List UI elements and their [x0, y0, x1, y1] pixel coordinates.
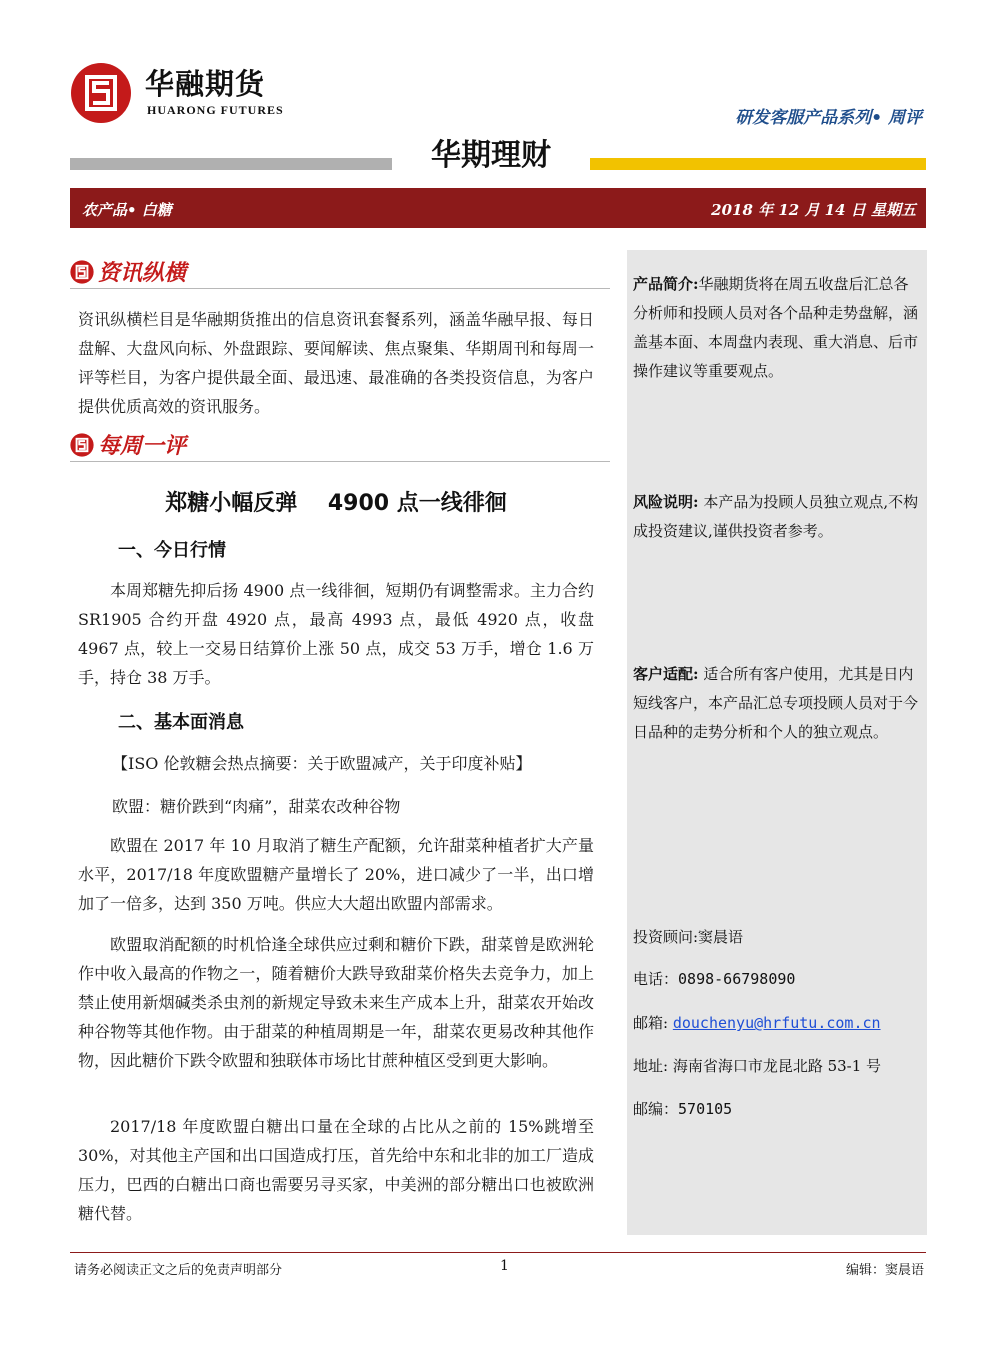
page-number: 1	[500, 1258, 509, 1274]
risk-note	[633, 488, 923, 546]
series-label: 研发客服产品系列• 周评	[735, 108, 922, 128]
email-line	[633, 1012, 881, 1033]
phone-label: 电话：	[633, 970, 679, 988]
paragraph-exports: 2017/18 年度欧盟白糖出口量在全球的占比从之前的 15%跳增至 30%，对其他主产国和出口国造成打压，首先给中东和北非的加工厂造成压力，巴西的白糖出口商也需要另寻买家，中美洲的部分糖出口也被欧洲糖代替。	[78, 1117, 594, 1223]
phone-line	[633, 968, 795, 989]
paragraph-eu-quota: 欧盟在 2017 年 10 月取消了糖生产配额，允许甜菜种植者扩大产量水平，2017/18 年度欧盟糖产量增长了 20%，进口减少了一半，出口增加了一倍多，达到 350 万吨。供应大大超出欧盟内部需求。	[78, 836, 594, 913]
report-date: 2018 年 12 月 14 日 星期五	[711, 201, 916, 219]
product-intro-label: 产品简介:	[633, 275, 699, 293]
heading-fundamentals: 二、基本面消息	[118, 712, 244, 733]
heading-market: 一、今日行情	[118, 540, 226, 561]
client-fit-label: 客户适配:	[633, 665, 699, 683]
huarong-logo-icon	[70, 433, 94, 457]
client-fit-text: 适合所有客户使用，尤其是日内短线客户，本产品汇总专项投顾人员对于今日品种的走势分析和个人的独立观点。	[633, 665, 919, 741]
huarong-logo-icon	[70, 260, 94, 284]
paragraph-beet-farmers: 欧盟取消配额的时机恰逢全球供应过剩和糖价下跌，甜菜曾是欧洲轮作中收入最高的作物之一，随着糖价大跌导致甜菜价格失去竞争力，加上禁止使用新烟碱类杀虫剂的新规定导致未来生产成本上升，甜菜农开始改种谷物等其他作物。由于甜菜的种植周期是一年，甜菜农更易改种其他作物，因此糖价下跌令欧盟和独联体市场比甘蔗种植区受到更大影响。	[78, 935, 594, 1070]
postcode-value: 570105	[678, 1100, 733, 1118]
product-intro-text: 华融期货将在周五收盘后汇总各分析师和投顾人员对各个品种走势盘解，涵盖基本面、本周盘内表现、重大消息、后市操作建议等重要观点。	[633, 275, 919, 380]
footer-disclaimer: 请务必阅读正文之后的免责声明部分	[74, 1263, 283, 1278]
email-link[interactable]: douchenyu@hrfutu.com.cn	[672, 1014, 881, 1032]
postcode-label: 邮编：	[633, 1100, 679, 1118]
article-title: 郑糖小幅反弹 4900 点一线徘徊	[165, 491, 507, 516]
postcode-line	[633, 1098, 732, 1119]
section-weekly-header	[70, 429, 610, 459]
header-yellow-bar	[590, 158, 926, 170]
header-grey-bar	[70, 158, 392, 170]
section-news-header	[70, 256, 610, 286]
section-divider	[70, 288, 610, 289]
footer-editor: 编辑：窦晨语	[845, 1263, 924, 1278]
section-divider	[70, 461, 610, 462]
brand-name-en: HUARONG FUTURES	[147, 103, 284, 117]
category-label: 农产品• 白糖	[82, 201, 172, 219]
product-intro	[633, 270, 923, 386]
section-weekly-title: 每周一评	[98, 433, 187, 459]
section-news-body: 资讯纵横栏目是华融期货推出的信息资讯套餐系列，涵盖华融早报、每日盘解、大盘风向标、外盘跟踪、要闻解读、焦点聚集、华期周刊和每周一评等栏目，为客户提供最全面、最迅速、最准确的各类投资信息，为客户提供优质高效的资讯服务。	[78, 310, 594, 416]
section-news-title: 资讯纵横	[98, 260, 187, 286]
iso-summary-line: 【ISO 伦敦糖会热点摘要：关于欧盟减产，关于印度补贴】	[112, 754, 532, 773]
risk-note-label: 风险说明:	[633, 493, 699, 511]
huarong-logo-icon	[70, 62, 132, 124]
market-paragraph: 本周郑糖先抑后扬 4900 点一线徘徊，短期仍有调整需求。主力合约 SR1905 合约开盘 4920 点，最高 4993 点，最低 4920 点，收盘 4967 点，较上一交易日结算价上涨 50 点，成交 53 万手，增仓 1.6 万手，持仓 38 万手。	[78, 581, 594, 687]
brand-name-cn: 华融期货	[145, 67, 266, 101]
footer-rule	[70, 1252, 926, 1253]
phone-number: 0898-66798090	[678, 970, 796, 988]
email-label: 邮箱:	[633, 1014, 669, 1032]
eu-headline: 欧盟：糖价跌到“肉痛”，甜菜农改种谷物	[112, 797, 401, 816]
client-fit	[633, 660, 923, 747]
page-title: 华期理财	[431, 138, 551, 173]
advisor-name: 投资顾问:窦晨语	[633, 928, 744, 946]
address-line: 地址: 海南省海口市龙昆北路 53-1 号	[633, 1057, 882, 1075]
risk-note-text: 本产品为投顾人员独立观点,不构成投资建议,谨供投资者参考。	[633, 493, 919, 540]
